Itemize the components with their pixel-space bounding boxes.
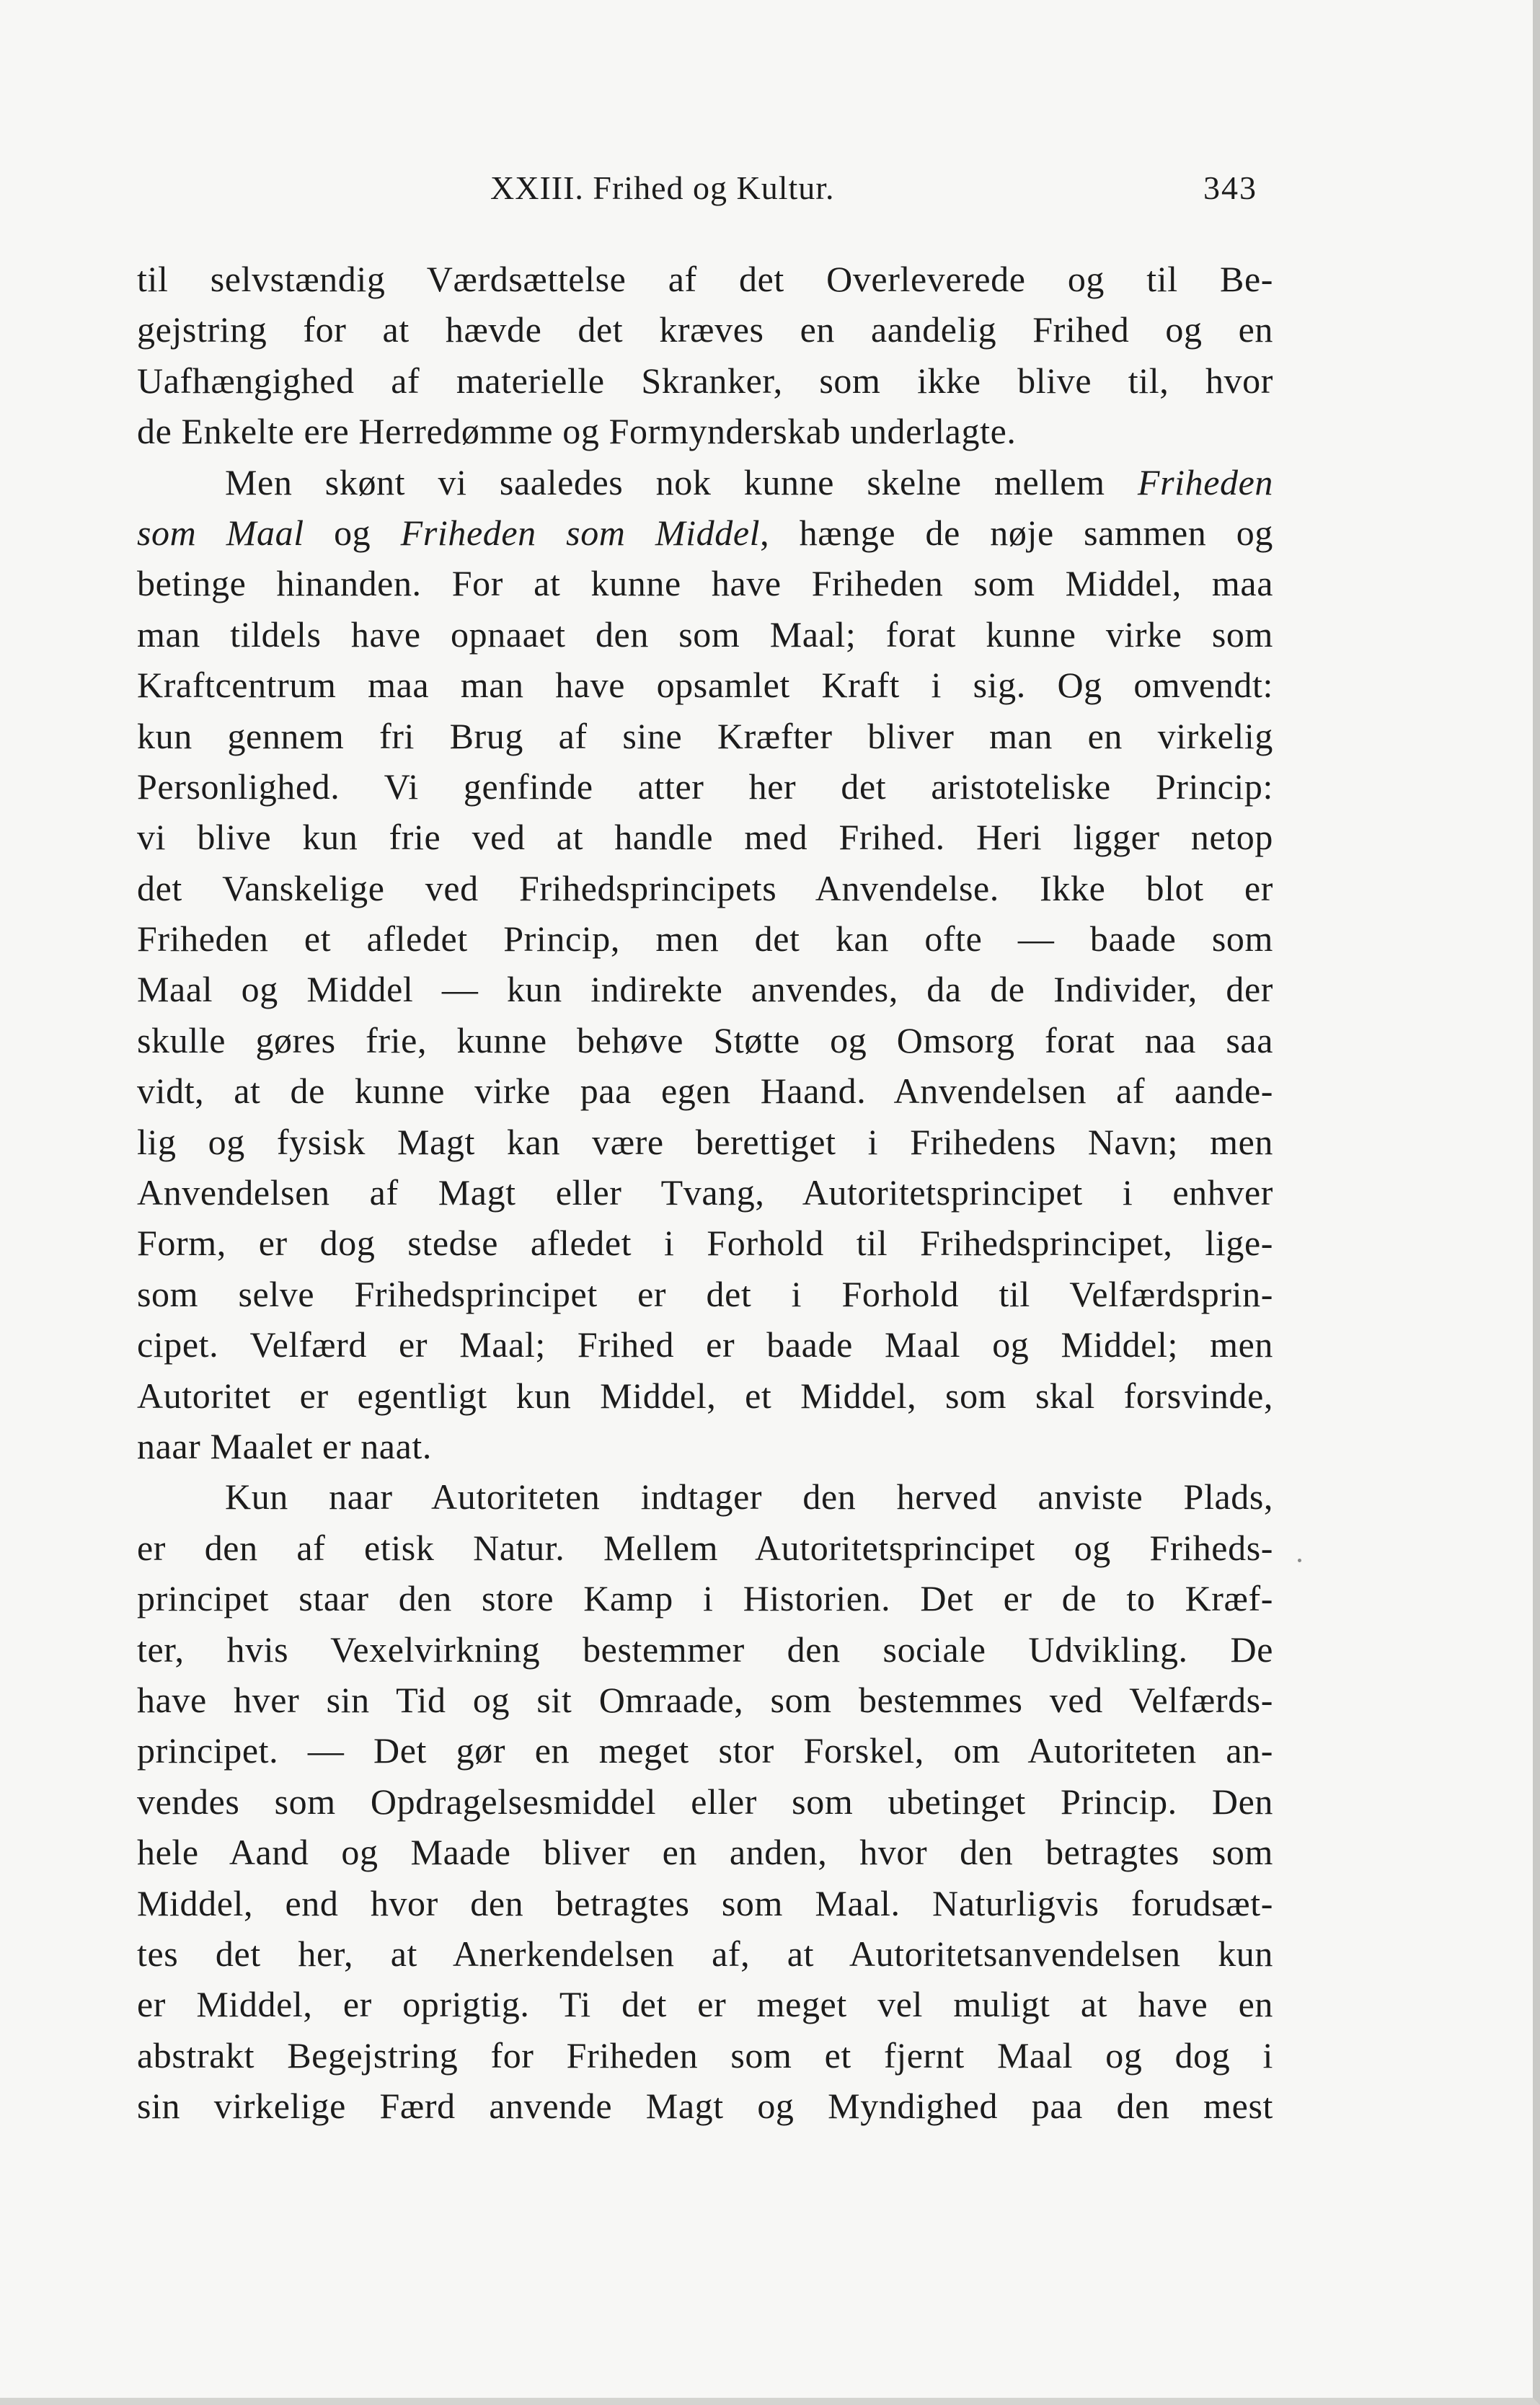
line-text: , hænge de nøje sammen og bbox=[760, 512, 1273, 553]
text-line bbox=[137, 1167, 1273, 1218]
line-text: Form, er dog stedse afledet i Forhold til Frihedsprincipet, lige- bbox=[137, 1223, 1273, 1264]
line-text: Men skønt vi saaledes nok kunne skelne mellem bbox=[225, 461, 1138, 502]
text-line bbox=[137, 2030, 1273, 2081]
text-line bbox=[137, 1218, 1273, 1268]
line-text: de Enkelte ere Herredømme og Formynderskab underlagte. bbox=[137, 411, 1017, 452]
line-text: til selvstændig Værdsættelse af det Overleverede og til Be- bbox=[137, 259, 1273, 299]
running-head bbox=[490, 163, 1276, 213]
text-line bbox=[137, 1421, 1273, 1471]
line-text: lig og fysisk Magt kan være berettiget i Frihedens Navn; men bbox=[137, 1121, 1273, 1162]
text-line bbox=[137, 1573, 1273, 1624]
line-text: principet. — Det gør en meget stor Forskel, om Autoriteten an- bbox=[137, 1730, 1273, 1771]
italic-text: som Maal bbox=[137, 512, 304, 553]
line-text: vendes som Opdragelsesmiddel eller som ubetinget Princip. Den bbox=[137, 1781, 1273, 1822]
line-text: vidt, at de kunne virke paa egen Haand. Anvendelsen af aande- bbox=[137, 1071, 1273, 1112]
line-text: cipet. Velfærd er Maal; Frihed er baade Maal og Middel; men bbox=[137, 1324, 1273, 1365]
text-line bbox=[137, 2081, 1273, 2131]
text-line bbox=[137, 1269, 1273, 1319]
margin-speck bbox=[1298, 1559, 1301, 1562]
line-text: skulle gøres frie, kunne behøve Støtte og Omsorg forat naa saa bbox=[137, 1019, 1273, 1060]
italic-text: Friheden bbox=[1137, 461, 1273, 502]
line-text: som selve Frihedsprincipet er det i Forhold til Velfærdsprin- bbox=[137, 1273, 1273, 1314]
line-text: Friheden et afledet Princip, men det kan ofte — baade som bbox=[137, 918, 1273, 960]
text-line bbox=[137, 304, 1273, 355]
text-line bbox=[137, 406, 1273, 456]
text-line bbox=[137, 558, 1273, 608]
text-line bbox=[137, 1979, 1273, 2029]
text-line bbox=[137, 457, 1273, 508]
body-text bbox=[137, 254, 1273, 2131]
line-text: man tildels have opnaaet den som Maal; forat kunne virke som bbox=[137, 614, 1273, 655]
line-text: Uafhængighed af materielle Skranker, som ikke blive til, hvor bbox=[137, 360, 1273, 401]
line-text: Kun naar Autoriteten indtager den herved anviste Plads, bbox=[225, 1476, 1273, 1518]
text-line bbox=[137, 1015, 1273, 1066]
line-text: principet staar den store Kamp i Historien. Det er de to Kræf- bbox=[137, 1578, 1273, 1619]
line-text: Middel, end hvor den betragtes som Maal. Naturligvis forudsæt- bbox=[137, 1882, 1273, 1923]
line-text: det Vanskelige ved Frihedsprincipets Anvendelse. Ikke blot er bbox=[137, 867, 1273, 908]
text-line bbox=[137, 812, 1273, 862]
text-line bbox=[137, 1523, 1273, 1573]
line-text: ter, hvis Vexelvirkning bestemmer den sociale Udvikling. De bbox=[137, 1629, 1273, 1670]
line-text: Anvendelsen af Magt eller Tvang, Autoritetsprincipet i enhver bbox=[137, 1172, 1273, 1213]
text-line bbox=[137, 508, 1273, 558]
text-line bbox=[137, 1827, 1273, 1877]
text-line bbox=[137, 1878, 1273, 1928]
text-line bbox=[137, 711, 1273, 761]
line-text: er den af etisk Natur. Mellem Autoritetsprincipet og Friheds- bbox=[137, 1527, 1273, 1568]
line-text: Personlighed. Vi genfinde atter her det aristoteliske Princip: bbox=[137, 766, 1273, 807]
text-line bbox=[137, 355, 1273, 406]
line-text: vi blive kun frie ved at handle med Frihed. Heri ligger netop bbox=[137, 817, 1273, 858]
text-line bbox=[137, 1624, 1273, 1675]
italic-text: Friheden som Middel bbox=[400, 512, 761, 553]
text-line bbox=[137, 1928, 1273, 1979]
text-line bbox=[137, 609, 1273, 660]
text-line bbox=[137, 1319, 1273, 1370]
text-line bbox=[137, 964, 1273, 1014]
line-text: kun gennem fri Brug af sine Kræfter bliver man en virkelig bbox=[137, 715, 1273, 756]
text-line bbox=[137, 913, 1273, 964]
line-text: abstrakt Begejstring for Friheden som et fjernt Maal og dog i bbox=[137, 2034, 1273, 2076]
line-text: tes det her, at Anerkendelsen af, at Autoritetsanvendelsen kun bbox=[137, 1933, 1273, 1974]
line-text: er Middel, er oprigtig. Ti det er meget vel muligt at have en bbox=[137, 1984, 1273, 2025]
line-text: Maal og Middel — kun indirekte anvendes, da de Individer, der bbox=[137, 969, 1273, 1010]
text-line bbox=[137, 660, 1273, 710]
line-text: sin virkelige Færd anvende Magt og Myndighed paa den mest bbox=[137, 2086, 1273, 2127]
line-text: Autoritet er egentligt kun Middel, et Middel, som skal forsvinde, bbox=[137, 1375, 1273, 1416]
text-line bbox=[137, 254, 1273, 304]
text-line bbox=[137, 1471, 1273, 1522]
line-text: gejstring for at hævde det kræves en aandelig Frihed og en bbox=[137, 309, 1273, 350]
text-line bbox=[137, 1675, 1273, 1725]
line-text: have hver sin Tid og sit Omraade, som bestemmes ved Velfærds- bbox=[137, 1679, 1273, 1720]
text-line bbox=[137, 1066, 1273, 1116]
text-line bbox=[137, 1117, 1273, 1167]
line-text: og bbox=[304, 512, 401, 553]
line-text: Kraftcentrum maa man have opsamlet Kraft i sig. Og omvendt: bbox=[137, 665, 1273, 706]
line-text: hele Aand og Maade bliver en anden, hvor den betragtes som bbox=[137, 1832, 1273, 1873]
text-line bbox=[137, 863, 1273, 913]
text-line bbox=[137, 1725, 1273, 1776]
line-text: naar Maalet er naat. bbox=[137, 1425, 432, 1466]
page-number: 343 bbox=[1203, 169, 1257, 206]
text-line bbox=[137, 1776, 1273, 1827]
text-line bbox=[137, 761, 1273, 812]
text-line bbox=[137, 1370, 1273, 1421]
line-text: betinge hinanden. For at kunne have Friheden som Middel, maa bbox=[137, 563, 1273, 604]
chapter-title: XXIII. Frihed og Kultur. bbox=[490, 169, 835, 206]
